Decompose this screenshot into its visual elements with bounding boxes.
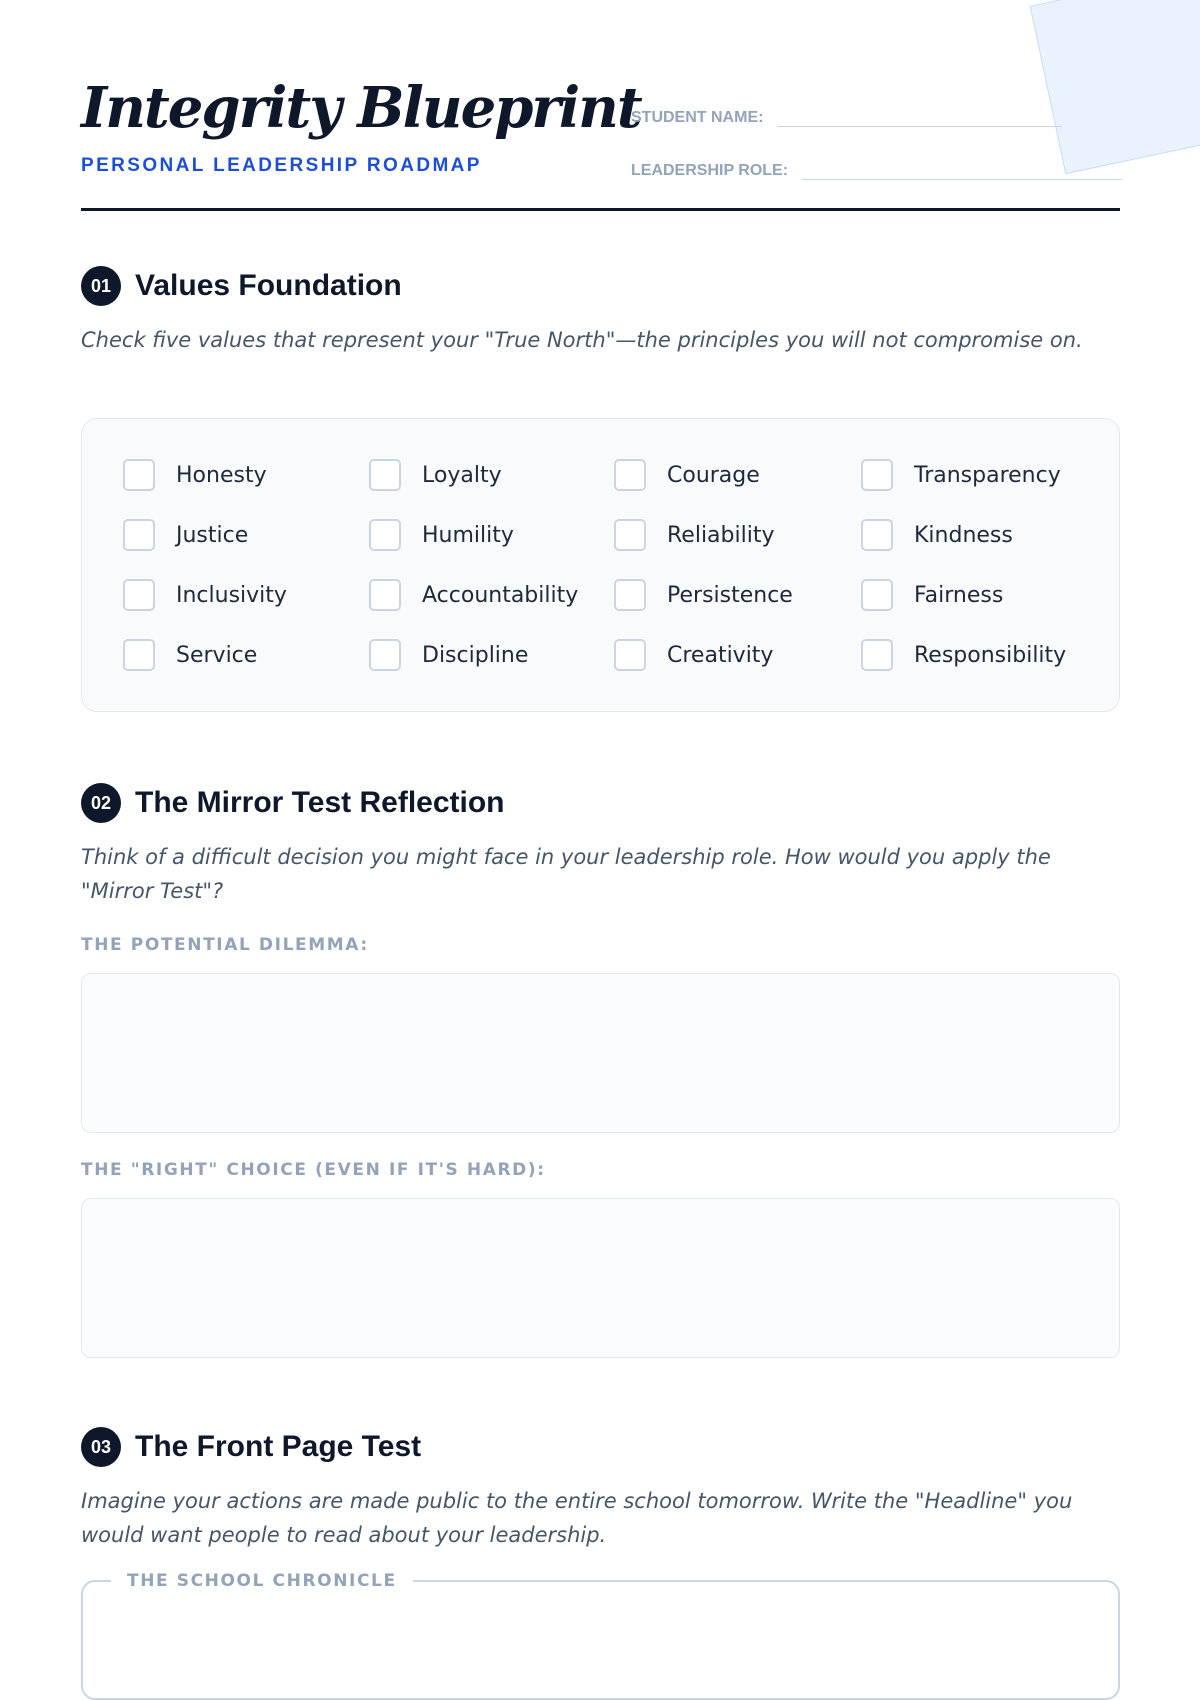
value-option[interactable] <box>369 458 502 492</box>
value-checkbox[interactable] <box>369 459 401 491</box>
value-checkbox[interactable] <box>123 639 155 671</box>
value-checkbox[interactable] <box>614 639 646 671</box>
value-option[interactable] <box>123 578 287 612</box>
section-values-foundation-heading <box>81 266 402 306</box>
value-checkbox[interactable] <box>614 579 646 611</box>
section-front-page-heading <box>81 1427 421 1467</box>
value-label: Humility <box>422 522 514 548</box>
value-checkbox[interactable] <box>369 579 401 611</box>
value-option[interactable] <box>123 518 248 552</box>
value-label: Service <box>176 642 258 668</box>
value-checkbox[interactable] <box>614 459 646 491</box>
value-label: Discipline <box>422 642 529 668</box>
section-title: The Mirror Test Reflection <box>135 786 505 819</box>
student-name-label: STUDENT NAME: <box>631 109 764 126</box>
value-option[interactable] <box>861 578 1003 612</box>
section-number-badge: 03 <box>81 1427 121 1467</box>
value-checkbox[interactable] <box>369 639 401 671</box>
section-instructions: Imagine your actions are made public to the entire school tomorrow. Write the "Headline" you would want people to read about your leadership. <box>81 1489 1073 1547</box>
value-label: Inclusivity <box>176 582 287 608</box>
right-choice-textarea[interactable] <box>81 1198 1120 1358</box>
section-title: Values Foundation <box>135 269 402 302</box>
value-checkbox[interactable] <box>123 579 155 611</box>
value-checkbox[interactable] <box>123 459 155 491</box>
worksheet-title: Integrity Blueprint <box>81 75 641 141</box>
value-label: Justice <box>176 522 249 548</box>
leadership-role-line[interactable] <box>802 149 1122 180</box>
value-checkbox[interactable] <box>861 579 893 611</box>
dilemma-textarea[interactable] <box>81 973 1120 1133</box>
dilemma-field-label: THE POTENTIAL DILEMMA: <box>81 935 369 955</box>
value-label: Responsibility <box>914 642 1067 668</box>
value-checkbox[interactable] <box>861 639 893 671</box>
value-option[interactable] <box>614 458 760 492</box>
value-checkbox[interactable] <box>861 519 893 551</box>
section-instructions: Check five values that represent your "True North"—the principles you will not compromise on. <box>81 328 1083 352</box>
value-option[interactable] <box>369 578 578 612</box>
section-instructions: Think of a difficult decision you might face in your leadership role. How would you apply the "Mirror Test"? <box>81 845 1051 903</box>
value-label: Persistence <box>667 582 793 608</box>
value-option[interactable] <box>861 638 1066 672</box>
value-label: Accountability <box>422 582 579 608</box>
headline-box-label: THE SCHOOL CHRONICLE <box>111 1568 413 1594</box>
worksheet-subtitle: PERSONAL LEADERSHIP ROADMAP <box>81 155 482 176</box>
value-label: Loyalty <box>422 462 502 488</box>
value-option[interactable] <box>123 458 267 492</box>
section-mirror-test-heading <box>81 783 505 823</box>
value-label: Creativity <box>667 642 774 668</box>
section-number-badge: 01 <box>81 266 121 306</box>
value-option[interactable] <box>861 458 1061 492</box>
value-option[interactable] <box>614 578 793 612</box>
value-option[interactable] <box>861 518 1013 552</box>
value-label: Honesty <box>176 462 267 488</box>
right-choice-field-label: THE "RIGHT" CHOICE (EVEN IF IT'S HARD): <box>81 1160 546 1180</box>
value-checkbox[interactable] <box>614 519 646 551</box>
worksheet-header <box>81 0 1120 211</box>
value-label: Transparency <box>914 462 1061 488</box>
student-name-field <box>631 96 1062 127</box>
worksheet-page <box>81 0 1120 1600</box>
value-label: Kindness <box>914 522 1013 548</box>
value-label: Fairness <box>914 582 1004 608</box>
student-name-line[interactable] <box>777 96 1062 127</box>
value-label: Reliability <box>667 522 775 548</box>
values-checklist-panel <box>81 418 1120 712</box>
value-option[interactable] <box>614 638 773 672</box>
value-option[interactable] <box>614 518 775 552</box>
value-option[interactable] <box>369 638 528 672</box>
leadership-role-field <box>631 149 1122 180</box>
value-option[interactable] <box>369 518 514 552</box>
value-checkbox[interactable] <box>123 519 155 551</box>
value-label: Courage <box>667 462 760 488</box>
section-number-badge: 02 <box>81 783 121 823</box>
leadership-role-label: LEADERSHIP ROLE: <box>631 162 789 179</box>
section-title: The Front Page Test <box>135 1430 422 1463</box>
value-option[interactable] <box>123 638 257 672</box>
headline-box[interactable] <box>81 1571 1120 1700</box>
value-checkbox[interactable] <box>861 459 893 491</box>
value-checkbox[interactable] <box>369 519 401 551</box>
